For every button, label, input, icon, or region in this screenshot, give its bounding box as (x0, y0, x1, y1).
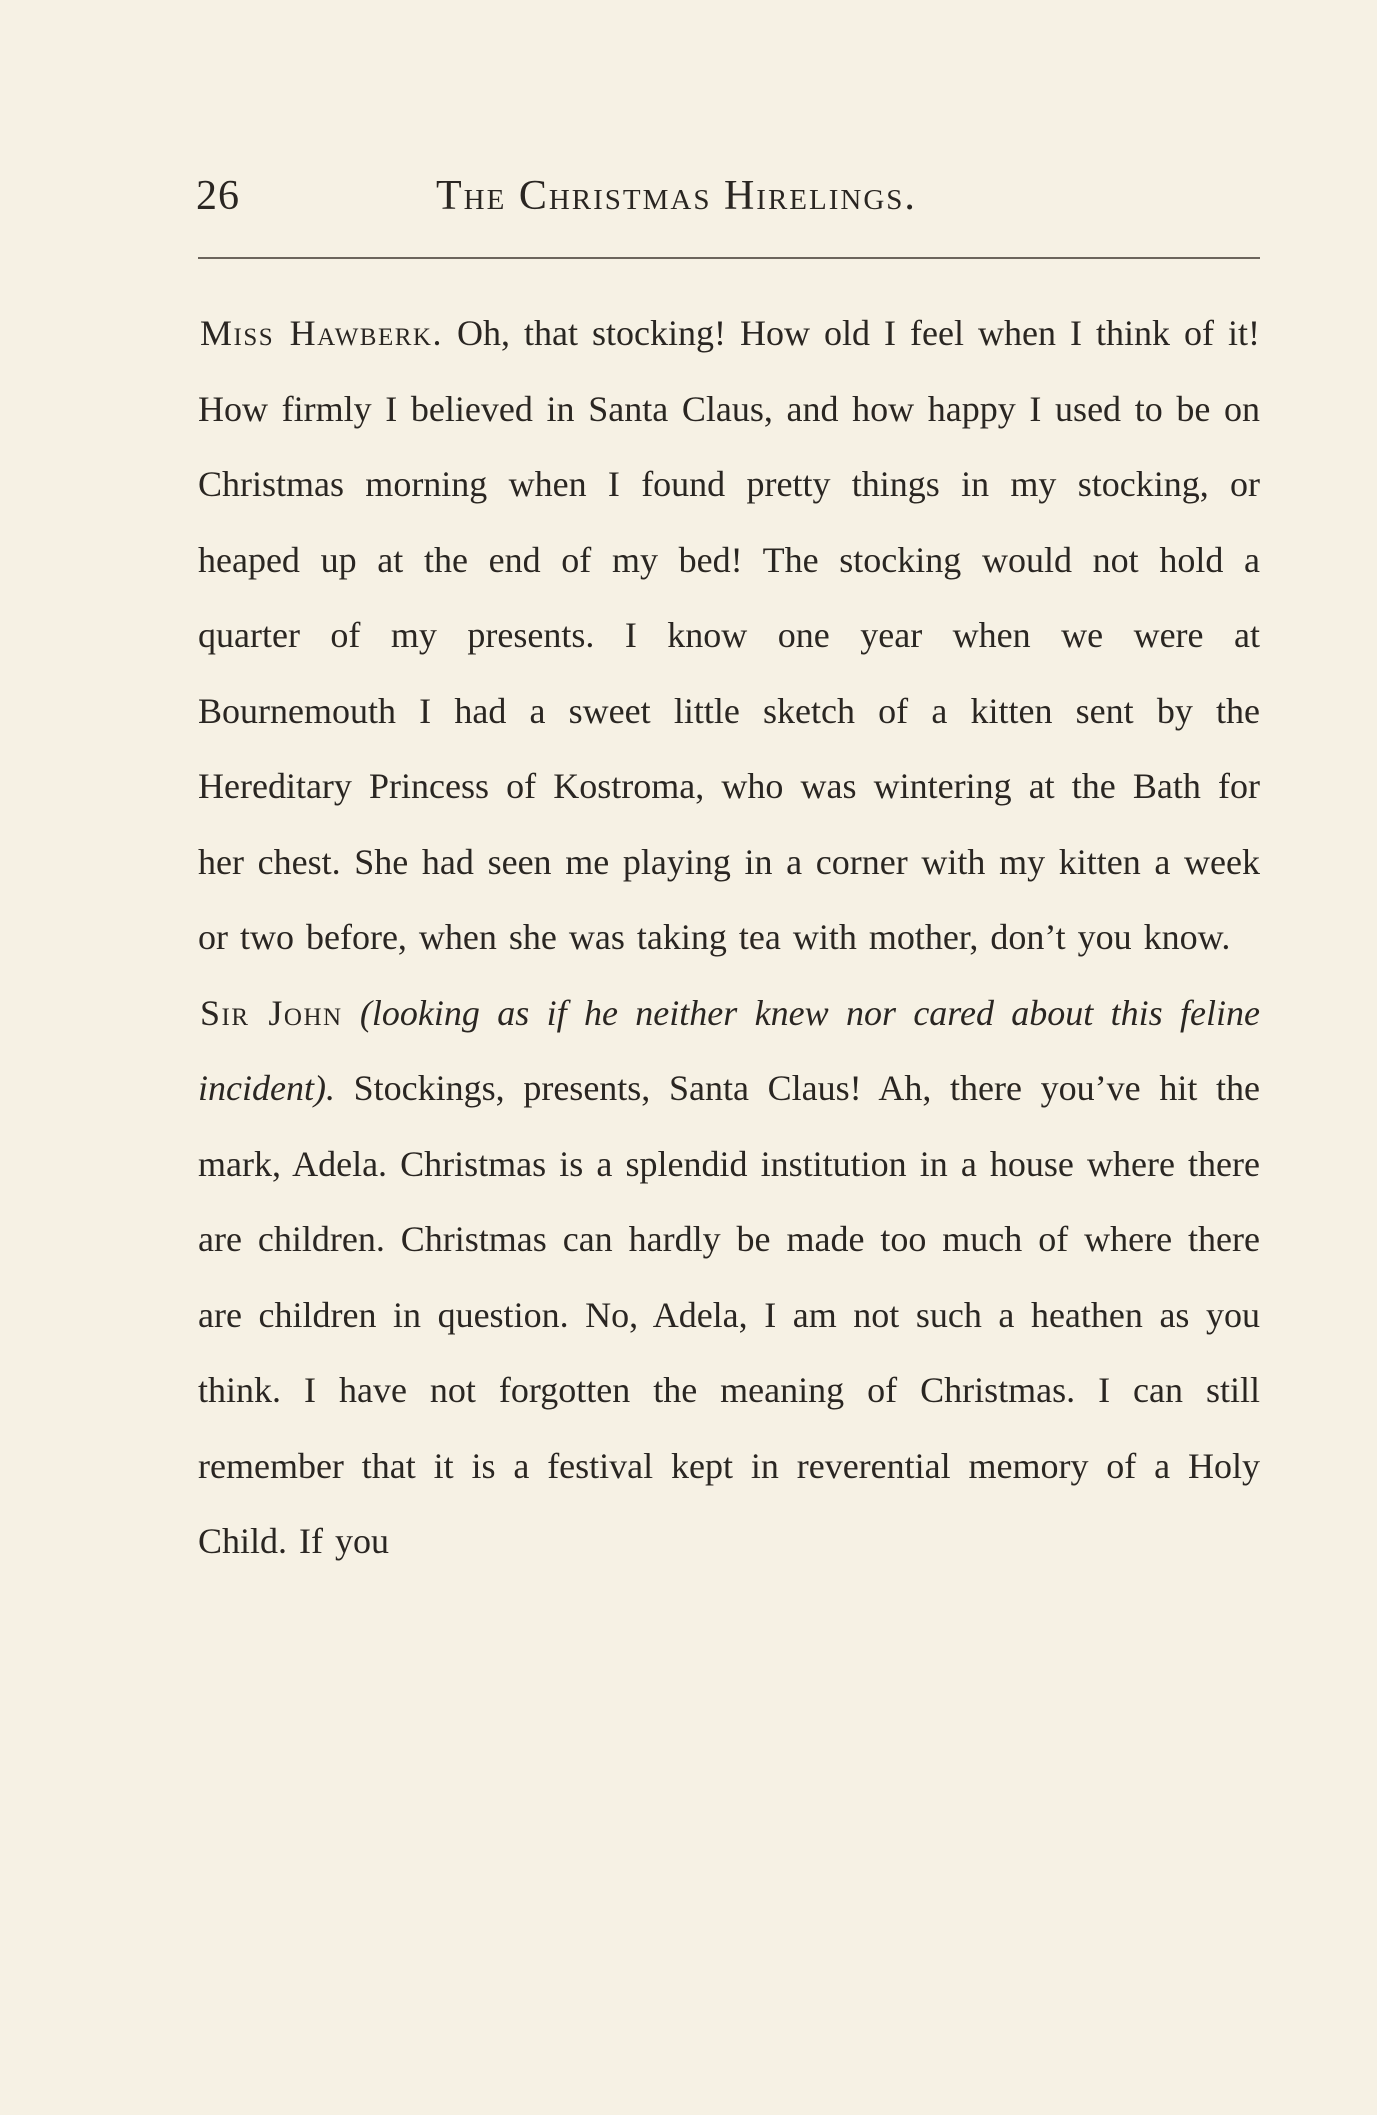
stage-direction: (looking as if he neither knew nor cared about this feline incident). (198, 992, 1260, 1108)
dialogue-text: Stockings, presents, Santa Claus! Ah, there you’ve hit the mark, Adela. Christmas is a splendid institution in a house where there are children. Christmas can hardly be made too much of where there are children in question. No, Adela, I am not such a heathen as you think. I have not forgotten the meaning of Christmas. I can still remember that it is a festival kept in reverential memory of a Holy Child. If you (198, 1068, 1260, 1561)
dialogue-text: Oh, that stocking! How old I feel when I think of it! How firmly I believed in Santa Claus, and how happy I used to be on Christmas morning when I found pretty things in my stocking, or heaped up at the end of my bed! The stocking would not hold a quarter of my presents. I know one year when we were at Bournemouth I had a sweet little sketch of a kitten sent by the Hereditary Princess of Kostroma, who was wintering at the Bath for her chest. She had seen me playing in a corner with my kitten a week or two before, when she was taking tea with mother, don’t you know. (198, 313, 1261, 957)
page-body (198, 296, 1260, 1580)
running-title: The Christmas Hirelings. (436, 173, 917, 219)
dialogue-paragraph (198, 976, 1260, 1580)
page-header (196, 172, 1256, 232)
speaker-name: Miss Hawberk. (200, 313, 443, 353)
speaker-name: Sir John (200, 992, 343, 1033)
page-number: 26 (196, 173, 240, 219)
dialogue-paragraph (198, 296, 1260, 976)
header-rule (198, 257, 1260, 259)
